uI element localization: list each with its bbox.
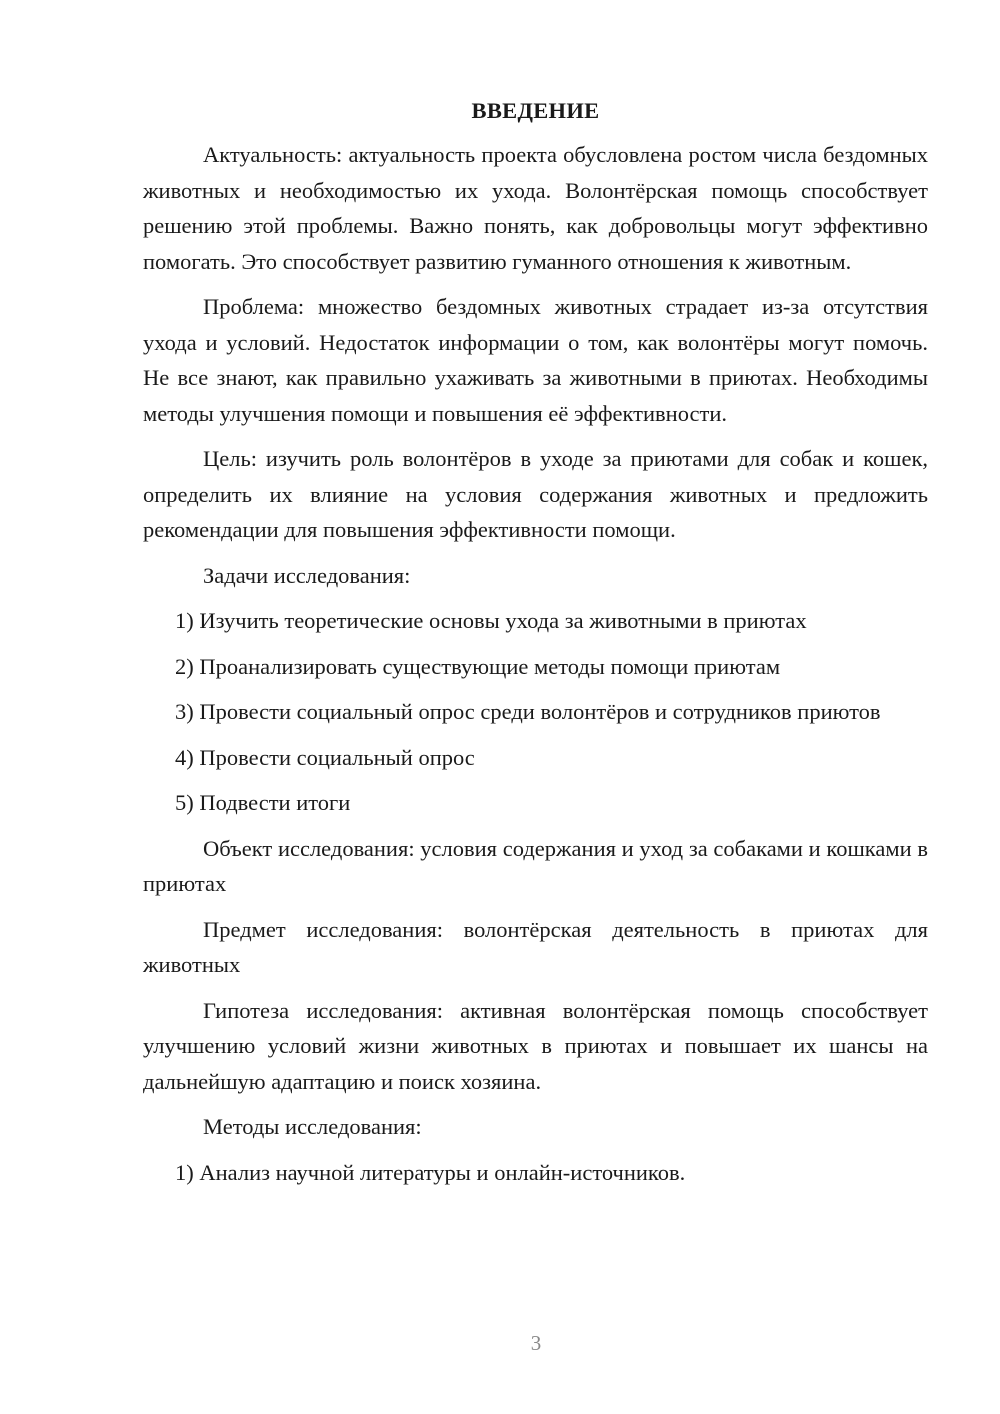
task-item-1: 1) Изучить теоретические основы ухода за животными в приютах [175, 608, 807, 633]
task-item-3: 3) Провести социальный опрос среди волонтёров и сотрудников приютов [175, 699, 881, 724]
task-item-5: 5) Подвести итоги [175, 790, 351, 815]
goal-paragraph: Цель: изучить роль волонтёров в уходе за приютами для собак и кошек, определить их влияние на условия содержания животных и предложить рекомендации для повышения эффективности помощи. [143, 446, 928, 542]
problem-paragraph: Проблема: множество бездомных животных страдает из-за отсутствия ухода и условий. Недостаток информации о том, как волонтёры могут помочь. Не все знают, как правильно ухаживать за животными в приютах. Необходимы методы улучшения помощи и повышения её эффективности. [143, 294, 928, 426]
tasks-heading: Задачи исследования: [203, 562, 411, 588]
page-content [143, 93, 928, 1200]
section-title: ВВЕДЕНИЕ [471, 98, 600, 123]
method-item-1: 1) Анализ научной литературы и онлайн-источников. [175, 1159, 686, 1185]
page-number: 3 [530, 1331, 542, 1355]
task-item-4: 4) Провести социальный опрос [175, 744, 475, 770]
object-paragraph: Объект исследования: условия содержания и уход за собаками и кошками в приютах [143, 835, 928, 896]
relevance-paragraph: Актуальность: актуальность проекта обусловлена ростом числа бездомных животных и необходимостью их ухода. Волонтёрская помощь способствует решению этой проблемы. Важно понять, как добровольцы могут эффективно помогать. Это способствует развитию гуманного отношения к животным. [143, 142, 928, 274]
hypothesis-paragraph: Гипотеза исследования: активная волонтёрская помощь способствует улучшению условий жизни животных в приютах и повышает их шансы на дальнейшую адаптацию и поиск хозяина. [143, 997, 928, 1094]
task-item-2: 2) Проанализировать существующие методы помощи приютам [175, 653, 781, 679]
subject-paragraph: Предмет исследования: волонтёрская деятельность в приютах для животных [143, 916, 928, 977]
methods-heading: Методы исследования: [203, 1114, 422, 1139]
